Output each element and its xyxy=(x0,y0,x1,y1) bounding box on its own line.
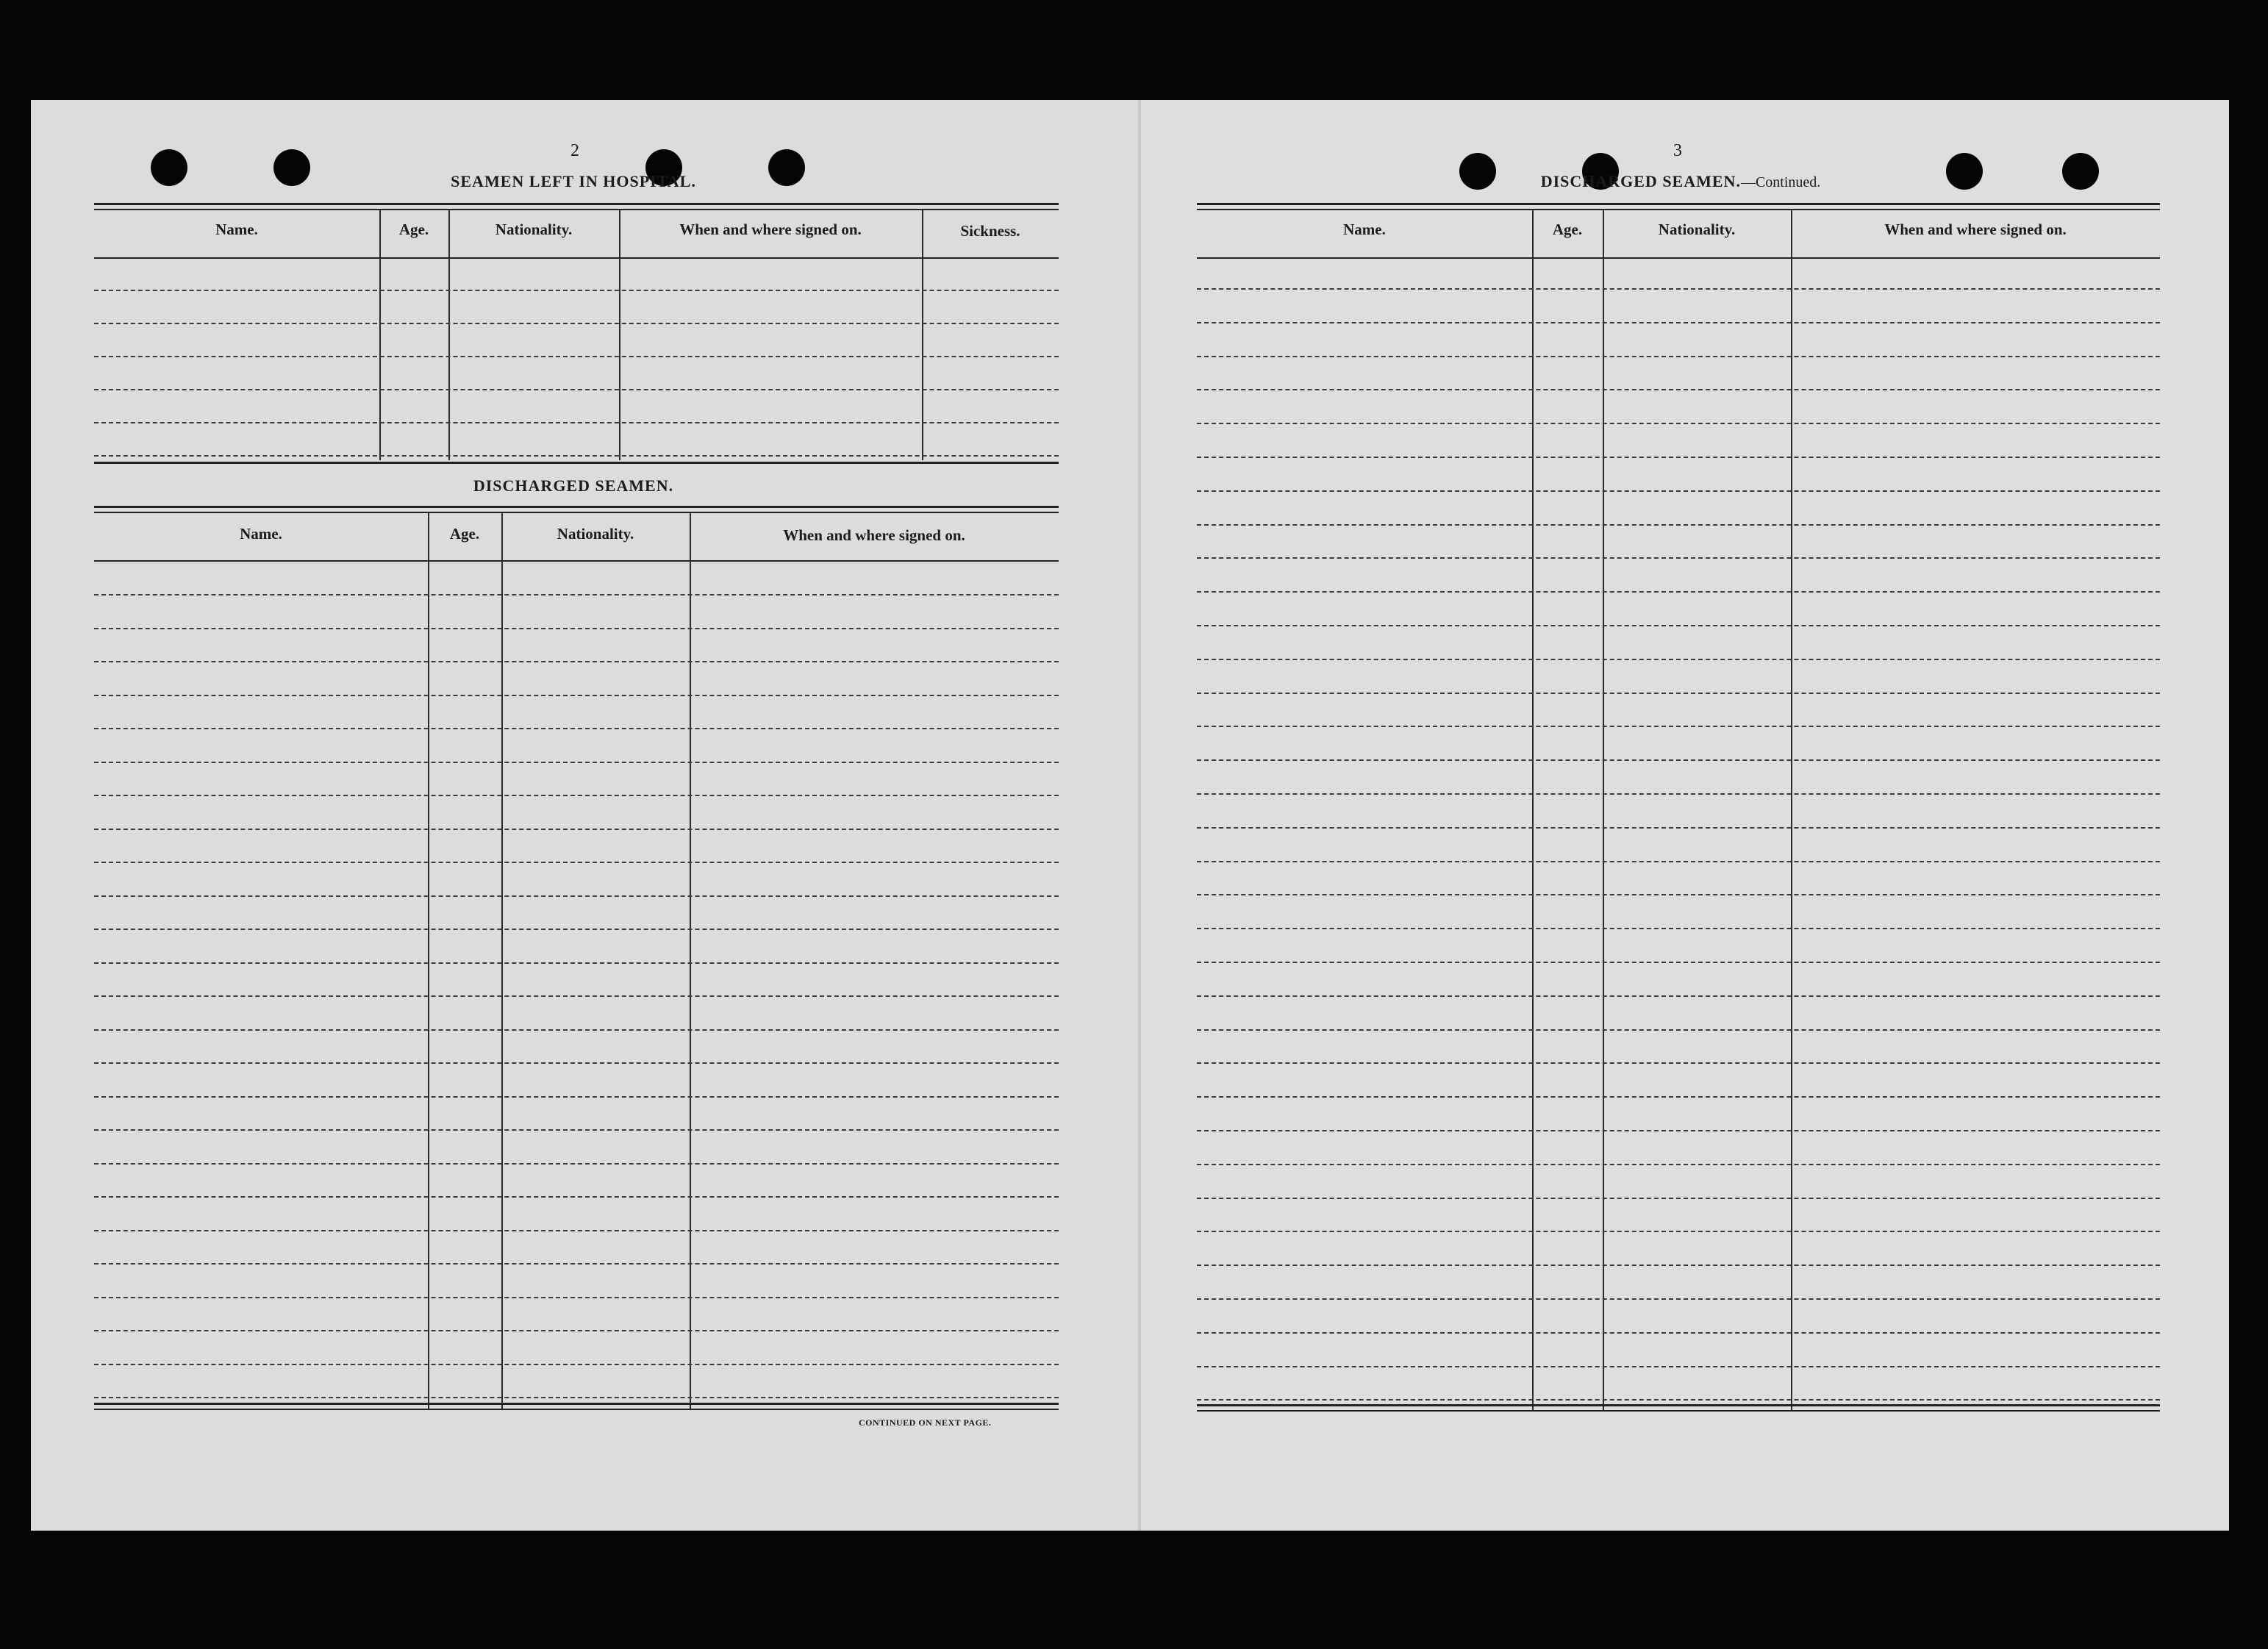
entry-row-line xyxy=(1197,827,2160,829)
column-header: When and where signed on. xyxy=(1884,221,2067,238)
entry-row-line xyxy=(1197,322,2160,323)
column-header: Age. xyxy=(1552,221,1583,238)
entry-row-line xyxy=(1197,1399,2160,1401)
entry-row-line xyxy=(1197,1062,2160,1064)
entry-row-line xyxy=(94,795,1059,796)
entry-row-line xyxy=(1197,1130,2160,1131)
entry-row-line xyxy=(1197,1265,2160,1266)
entry-row-line xyxy=(94,1230,1059,1231)
entry-row-line xyxy=(1197,894,2160,895)
entry-row-line xyxy=(1197,423,2160,424)
discharged-continued-title xyxy=(1453,172,1909,191)
column-header: Name. xyxy=(1343,221,1386,238)
entry-row-line xyxy=(1197,524,2160,526)
entry-row-line xyxy=(1197,1298,2160,1300)
entry-row-line xyxy=(94,895,1059,897)
entry-row-line xyxy=(94,762,1059,763)
entry-row-line xyxy=(94,356,1059,357)
entry-row-line xyxy=(1197,557,2160,559)
entry-row-line xyxy=(94,1330,1059,1331)
column-header: Name. xyxy=(240,525,282,543)
column-header: Nationality. xyxy=(1658,221,1736,238)
column-header: Age. xyxy=(449,525,480,543)
entry-row-line xyxy=(1197,659,2160,660)
entry-row-line xyxy=(1197,861,2160,862)
entry-row-line xyxy=(94,1062,1059,1064)
entry-row-line xyxy=(94,862,1059,863)
entry-row-line xyxy=(94,389,1059,390)
punch-hole xyxy=(2062,153,2099,190)
entry-row-line xyxy=(1197,962,2160,963)
page-number: 3 xyxy=(1673,141,1682,160)
entry-row-line xyxy=(1197,1096,2160,1098)
entry-row-line xyxy=(94,661,1059,662)
entry-row-line xyxy=(94,290,1059,291)
entry-row-line xyxy=(94,929,1059,930)
entry-row-line xyxy=(94,1129,1059,1131)
entry-row-line xyxy=(94,1364,1059,1365)
column-header: When and where signed on. xyxy=(783,526,965,544)
page-number: 2 xyxy=(570,141,579,160)
entry-row-line xyxy=(1197,1198,2160,1199)
continued-suffix: —Continued. xyxy=(1740,174,1821,190)
entry-row-line xyxy=(1197,759,2160,761)
entry-row-line xyxy=(1197,928,2160,929)
entry-row-line xyxy=(1197,726,2160,727)
entry-row-line xyxy=(94,995,1059,997)
column-header: Nationality. xyxy=(557,525,634,543)
entry-row-line xyxy=(1197,1164,2160,1165)
entry-row-line xyxy=(94,1397,1059,1398)
entry-row-line xyxy=(1197,995,2160,997)
entry-row-line xyxy=(94,628,1059,629)
punch-hole xyxy=(1946,153,1983,190)
entry-row-line xyxy=(1197,591,2160,593)
entry-row-line xyxy=(1197,457,2160,458)
entry-row-line xyxy=(1197,1366,2160,1367)
column-header: Name. xyxy=(215,221,258,238)
discharged-table-right xyxy=(1197,203,2160,1414)
entry-row-line xyxy=(1197,356,2160,357)
entry-row-line xyxy=(1197,288,2160,290)
discharged-table-left xyxy=(94,506,1059,1412)
entry-row-line xyxy=(94,962,1059,964)
hospital-table xyxy=(94,203,1059,468)
entry-row-line xyxy=(94,455,1059,457)
entry-row-line xyxy=(94,1196,1059,1198)
entry-row-line xyxy=(94,594,1059,595)
entry-row-line xyxy=(1197,693,2160,694)
entry-row-line xyxy=(1197,1029,2160,1031)
entry-row-line xyxy=(1197,1332,2160,1334)
entry-row-line xyxy=(1197,1231,2160,1232)
column-header: Age. xyxy=(398,221,429,238)
entry-row-line xyxy=(1197,389,2160,390)
entry-row-line xyxy=(94,829,1059,830)
entry-row-line xyxy=(1197,793,2160,795)
entry-row-line xyxy=(94,1263,1059,1265)
punch-hole xyxy=(151,149,187,186)
column-header: Sickness. xyxy=(960,222,1020,240)
entry-row-line xyxy=(94,1029,1059,1031)
entry-row-line xyxy=(94,1297,1059,1298)
continued-note: CONTINUED ON NEXT PAGE. xyxy=(859,1417,992,1428)
entry-row-line xyxy=(94,695,1059,696)
hospital-section-title: SEAMEN LEFT IN HOSPITAL. xyxy=(451,172,696,190)
discharged-section-title: DISCHARGED SEAMEN. xyxy=(473,476,674,495)
entry-row-line xyxy=(94,1096,1059,1098)
column-header: When and where signed on. xyxy=(679,221,862,238)
section-title: DISCHARGED SEAMEN. xyxy=(1540,172,1741,190)
entry-row-line xyxy=(94,422,1059,423)
column-header: Nationality. xyxy=(495,221,573,238)
entry-row-line xyxy=(1197,490,2160,492)
entry-row-line xyxy=(94,728,1059,729)
entry-row-line xyxy=(94,323,1059,324)
punch-hole xyxy=(273,149,310,186)
entry-row-line xyxy=(94,1163,1059,1165)
entry-row-line xyxy=(1197,625,2160,626)
